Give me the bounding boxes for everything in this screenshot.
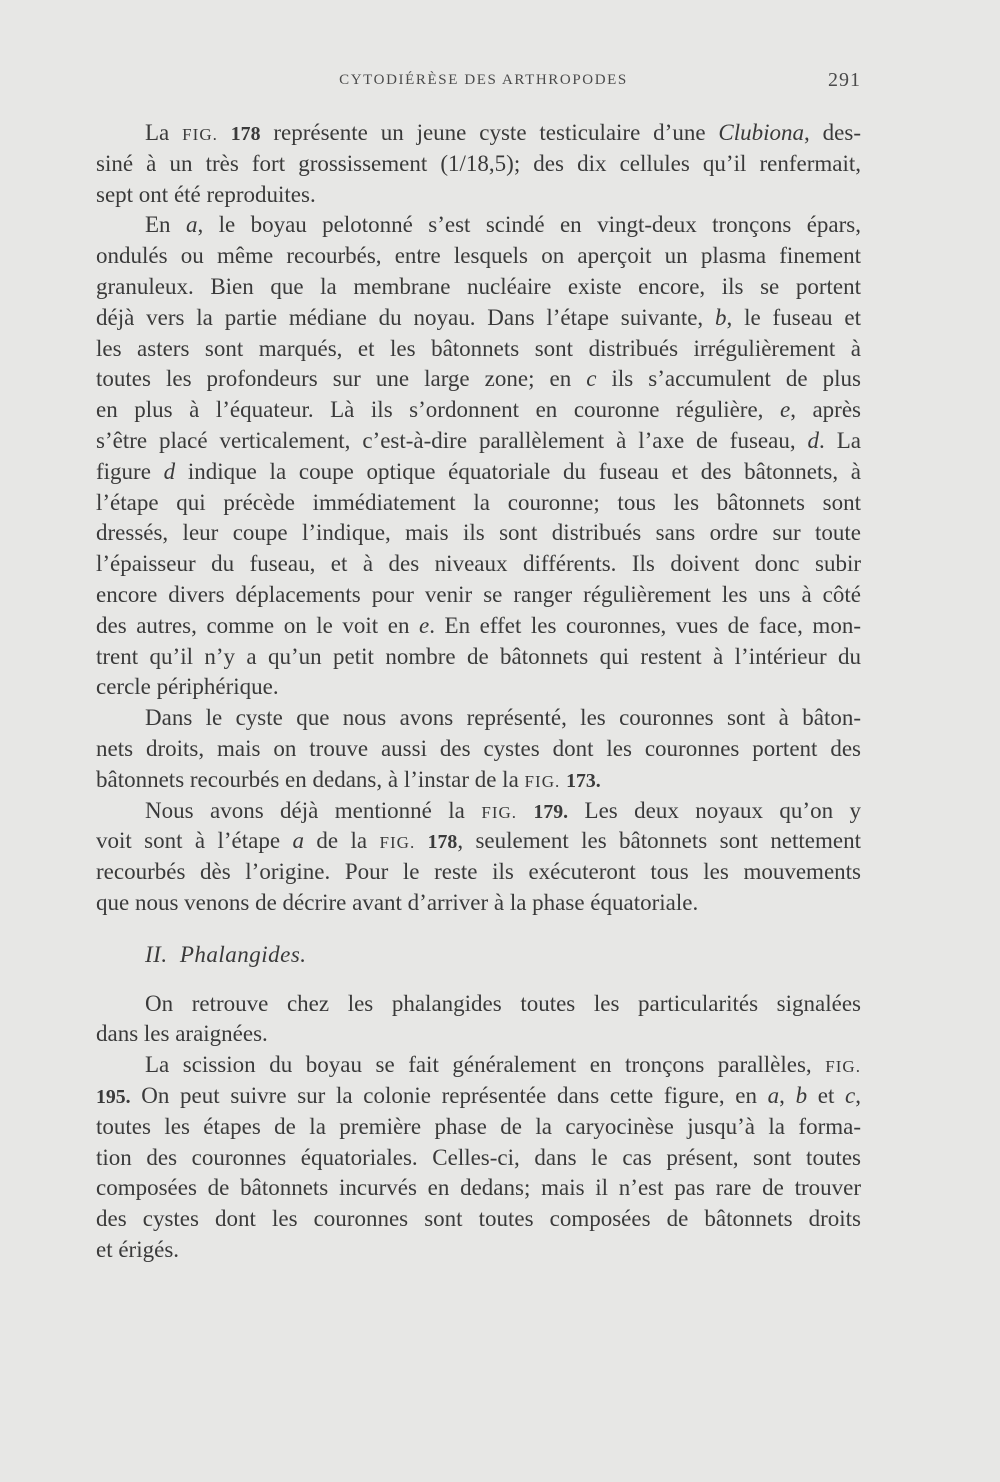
text-run: , le fuseau et <box>726 304 861 330</box>
text-run: toutes les étapes de la première phase de la caryocinèse jusqu’à la forma- <box>96 1113 861 1139</box>
paragraph <box>96 796 861 919</box>
text-run: des cystes dont les couronnes sont toutes composées de bâtonnets droits <box>96 1206 861 1232</box>
italic-text: c <box>845 1082 856 1108</box>
text-run <box>415 828 427 853</box>
text-run: figure <box>96 458 164 484</box>
text-run: granuleux. Bien que la membrane nucléaire existe encore, ils se portent <box>96 273 861 299</box>
text-line <box>96 272 861 303</box>
figure-number: 179. <box>533 800 569 823</box>
running-head-title: CYTODIÉRÈSE DES ARTHROPODES <box>339 72 628 88</box>
text-run: tion des couronnes équatoriales. Celles-ci, dans le cas présent, sont toutes <box>96 1144 861 1170</box>
text-line <box>96 210 861 241</box>
text-run: l’étape qui précède immédiatement la couronne; tous les bâtonnets sont <box>96 489 861 515</box>
body-text <box>96 118 861 1266</box>
text-line <box>96 457 861 488</box>
paragraph <box>96 989 861 1051</box>
italic-text: d <box>163 458 176 484</box>
text-run: de la <box>303 828 380 854</box>
text-run <box>218 120 231 145</box>
text-line <box>96 642 861 673</box>
section-heading <box>96 940 861 971</box>
text-line <box>96 180 861 211</box>
figure-label: FIG. <box>524 771 561 791</box>
italic-text: e <box>419 612 430 638</box>
text-run: . La <box>819 427 861 453</box>
text-run: , <box>855 1082 862 1108</box>
text-run: en plus à l’équateur. Là ils s’ordonnent en couronne régulière, <box>96 397 780 423</box>
text-run: ondulés ou même recourbés, entre lesquels on aperçoit un plasma finement <box>96 243 861 269</box>
text-line <box>96 765 861 796</box>
text-run: Dans le cyste que nous avons représenté, les couronnes sont à bâton- <box>145 705 861 731</box>
text-line <box>96 611 861 642</box>
text-run: les asters sont marqués, et les bâtonnets sont distribués irrégulièrement à <box>96 335 861 361</box>
figure-number: 178 <box>230 123 261 145</box>
text-run: encore divers déplacements pour venir se ranger régulièrement les uns à côté <box>96 581 861 607</box>
paragraph <box>96 118 861 210</box>
text-run: , après <box>790 397 862 423</box>
text-run: toutes les profondeurs sur une large zone; en <box>96 366 587 392</box>
text-line <box>96 1143 861 1174</box>
text-run: recourbés dès l’origine. Pour le reste ils exécuteront tous les mouvements <box>96 859 861 885</box>
italic-text: d <box>807 427 820 453</box>
text-run: l’épaisseur du fuseau, et à des niveaux différents. Ils doivent donc subir <box>96 551 861 577</box>
text-run: et érigés. <box>96 1236 180 1262</box>
italic-text: a <box>292 828 304 854</box>
figure-label: FIG. <box>825 1057 861 1077</box>
text-run: que nous venons de décrire avant d’arriver à la phase équatoriale. <box>96 889 699 915</box>
text-run: . En effet les couronnes, vues de face, mon- <box>429 612 861 638</box>
page-number: 291 <box>828 69 861 91</box>
text-run: sept ont été reproduites. <box>96 181 316 207</box>
text-line <box>96 149 861 180</box>
running-header <box>96 68 861 92</box>
text-line <box>96 241 861 272</box>
text-run: , des- <box>804 120 861 145</box>
italic-text: e <box>779 397 791 423</box>
text-line <box>96 1050 861 1081</box>
text-run <box>517 798 533 823</box>
text-run: des autres, comme on le voit en <box>96 612 420 638</box>
figure-label: FIG. <box>182 125 218 144</box>
italic-text: Clubiona <box>718 120 805 145</box>
text-line <box>96 857 861 888</box>
text-run: représente un jeune cyste testiculaire d’une <box>260 120 719 145</box>
text-run: Nous avons déjà mentionné la <box>145 797 482 823</box>
text-line <box>96 364 861 395</box>
text-line <box>96 118 861 149</box>
text-line <box>96 1112 861 1143</box>
text-line <box>96 796 861 827</box>
text-run: cercle périphérique. <box>96 674 279 700</box>
figure-label: FIG. <box>481 802 518 822</box>
text-run: composées de bâtonnets incurvés en dedans; mais il n’est pas rare de trouver <box>96 1175 861 1201</box>
text-run: , seulement les bâtonnets sont nettement <box>457 828 862 854</box>
text-run: On peut suivre sur la colonie représentée dans cette figure, en <box>130 1082 768 1108</box>
text-line <box>96 989 861 1020</box>
text-line <box>96 549 861 580</box>
paragraph <box>96 1050 861 1266</box>
text-line <box>96 888 861 919</box>
text-line <box>96 1019 861 1050</box>
text-run: trent qu’il n’y a qu’un petit nombre de bâtonnets qui restent à l’intérieur du <box>96 643 861 669</box>
text-run: déjà vers la partie médiane du noyau. Dans l’étape suivante, <box>96 304 716 330</box>
text-line <box>96 672 861 703</box>
paragraph <box>96 703 861 795</box>
text-line <box>96 334 861 365</box>
italic-text: a <box>185 212 198 238</box>
text-line <box>96 703 861 734</box>
text-run: La <box>145 120 183 145</box>
text-run: dans les araignées. <box>96 1021 268 1047</box>
text-line <box>96 940 861 971</box>
text-line <box>96 303 861 334</box>
text-line <box>96 518 861 549</box>
text-run: , le boyau pelotonné s’est scindé en vingt-deux tronçons épars, <box>197 212 861 238</box>
text-line <box>96 1204 861 1235</box>
text-run: ils s’accumulent de plus <box>596 366 861 392</box>
text-line <box>96 1081 861 1112</box>
text-line <box>96 1235 861 1266</box>
text-run: Les deux noyaux qu’on y <box>568 797 861 823</box>
text-run: bâtonnets recourbés en dedans, à l’instar de la <box>96 766 525 792</box>
text-run: s’être placé verticalement, c’est-à-dire parallèlement à l’axe de fuseau, <box>96 427 808 453</box>
italic-text: c <box>586 366 597 392</box>
text-run: dressés, leur coupe l’indique, mais ils sont distribués sans ordre sur toute <box>96 520 861 546</box>
text-run: En <box>145 212 186 238</box>
text-line <box>96 734 861 765</box>
text-line <box>96 395 861 426</box>
figure-number: 195. <box>96 1085 131 1108</box>
italic-text: b <box>715 304 727 330</box>
text-run: siné à un très fort grossissement (1/18,5); des dix cellules qu’il renfermait, <box>96 150 861 176</box>
text-line <box>96 580 861 611</box>
text-line <box>96 426 861 457</box>
text-run: La scission du boyau se fait généralement en tronçons parallèles, <box>145 1052 826 1078</box>
paragraph <box>96 210 861 703</box>
text-line <box>96 826 861 857</box>
italic-text: b <box>795 1082 808 1108</box>
figure-label: FIG. <box>379 833 416 853</box>
text-run: et <box>807 1082 846 1108</box>
text-line <box>96 1173 861 1204</box>
italic-text: a <box>767 1082 780 1108</box>
figure-number: 178 <box>427 831 458 854</box>
italic-text: II. Phalangides. <box>145 941 307 967</box>
text-run: On retrouve chez les phalangides toutes les particularités signalées <box>145 990 861 1016</box>
text-line <box>96 488 861 519</box>
text-run: , <box>779 1082 796 1108</box>
text-run: nets droits, mais on trouve aussi des cystes dont les couronnes portent des <box>96 735 861 761</box>
figure-number: 173. <box>566 769 601 792</box>
text-run: voit sont à l’étape <box>96 828 293 854</box>
text-run: indique la coupe optique équatoriale du fuseau et des bâtonnets, à <box>175 458 861 484</box>
